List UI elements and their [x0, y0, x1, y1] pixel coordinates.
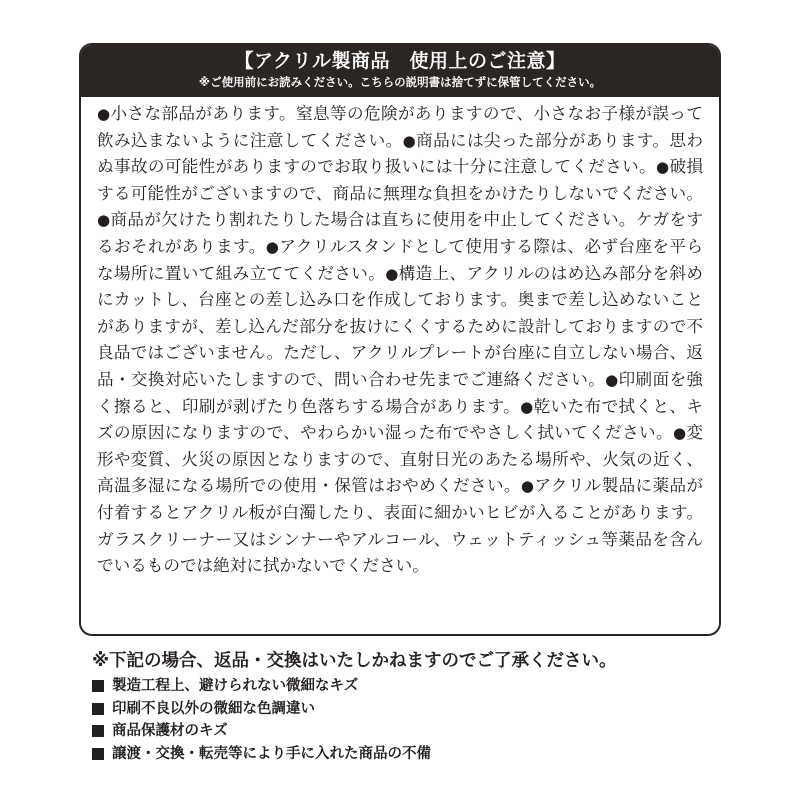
list-item: [92, 720, 712, 743]
bullet-icon: ●: [656, 158, 670, 177]
black-square-icon: [92, 748, 104, 760]
list-item: [92, 743, 712, 766]
bullet-icon: ●: [385, 264, 399, 283]
notice-header: [81, 45, 719, 97]
list-item-text: 商品保護材のキズ: [112, 723, 228, 739]
notice-paragraph: 小さな部品があります。窒息等の危険がありますので、小さなお子様が誤って飲み込まないように注意してください。: [97, 104, 703, 150]
bullet-icon: ●: [97, 105, 111, 123]
bullet-icon: ●: [520, 477, 535, 496]
black-square-icon: [92, 680, 104, 692]
notice-paragraph: アクリル製品に薬品が付着するとアクリル板が白濁したり、表面に細かいヒビが入ることがあります。ガラスクリーナー又はシンナーやアルコール、ウェットティッシュ等薬品を含んでいるものでは絶対に拭かないでください。: [97, 476, 703, 576]
notice-paragraph: 構造上、アクリルのはめ込み部分を斜めにカットし、台座との差し込み口を作成しております。奥まで差し込めないことがありますが、差し込んだ部分を抜けにくくするために設計しておりますので不良品ではございません。ただし、アクリルプレートが台座に自立しない場合、返品・交換対応いたしますので、問い合わせ先までご連絡ください。: [97, 263, 703, 389]
bullet-icon: ●: [402, 131, 417, 150]
list-item-text: 製造工程上、避けられない微細なキズ: [112, 678, 359, 694]
list-item: [92, 675, 712, 698]
notice-box: [79, 43, 721, 636]
bullet-icon: ●: [672, 424, 687, 443]
notice-paragraph: 商品が欠けたり割れたりした場合は直ちに使用を中止してください。ケガをするおそれがあります。: [97, 210, 703, 256]
bullet-icon: ●: [265, 237, 280, 256]
bullet-icon: ●: [97, 211, 111, 230]
notice-title: 【アクリル製商品 使用上のご注意】: [234, 50, 566, 72]
list-item-text: 譲渡・交換・転売等により手に入れた商品の不備: [112, 745, 431, 762]
notice-paragraph: 乾いた布で拭くと、キズの原因になりますので、やわらかい湿った布でやさしく拭いてください。: [97, 396, 704, 443]
exclusions-section: [92, 648, 712, 765]
notice-paragraph: 印刷面を強く擦ると、印刷が剥げたり色落ちする場合があります。: [97, 369, 704, 416]
bullet-icon: ●: [605, 370, 619, 389]
notice-paragraph: 商品には尖った部分があります。思わぬ事故の可能性がありますのでお取り扱いには十分に注意してください。: [97, 130, 704, 177]
black-square-icon: [92, 725, 104, 737]
notice-body: [81, 97, 719, 580]
list-item: [92, 698, 712, 721]
notice-paragraph: アクリルスタンドとして使用する際は、必ず台座を平らな場所に置いて組み立ててください。: [97, 236, 703, 283]
list-item-text: 印刷不良以外の微細な色調違い: [112, 700, 315, 717]
notice-paragraph: 破損する可能性がございますので、商品に無理な負担をかけたりしないでください。: [97, 157, 704, 203]
notice-paragraph: 変形や変質、火災の原因となりますので、直射日光のあたる場所や、火気の近く、高温多湿になる場所での使用・保管はおやめください。: [97, 423, 703, 496]
bullet-icon: ●: [520, 397, 534, 416]
notice-subtitle: ※ご使用前にお読みください。こちらの説明書は捨てずに保管してください。: [198, 75, 602, 89]
black-square-icon: [92, 703, 104, 715]
exclusions-list: [92, 675, 712, 765]
exclusions-title: ※下記の場合、返品・交換はいたしかねますのでご了承ください。: [92, 651, 617, 671]
